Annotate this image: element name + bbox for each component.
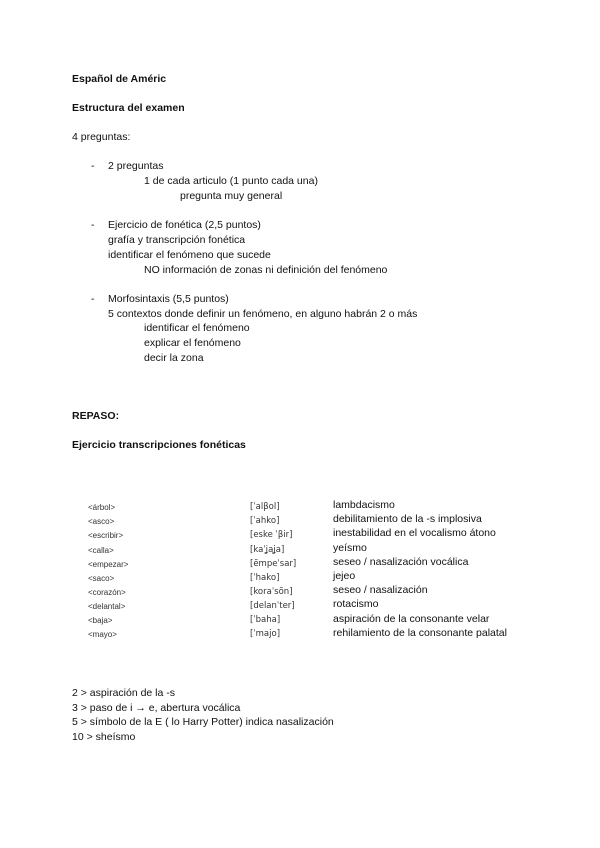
section-subline: pregunta muy general [180, 190, 283, 202]
table-ipa: [delanˈter] [250, 601, 295, 611]
table-phenomenon: seseo / nasalización vocálica [333, 556, 469, 568]
table-phenomenon: seseo / nasalización [333, 584, 428, 596]
table-ipa: [ˈalβol] [250, 502, 280, 512]
intro-text: 4 preguntas: [72, 131, 131, 143]
table-word: <asco> [88, 517, 115, 526]
bullet-dash: - [91, 219, 95, 231]
note-line: 5 > símbolo de la E ( lo Harry Potter) indica nasalización [72, 716, 334, 728]
table-word: <saco> [88, 574, 115, 583]
table-phenomenon: lambdacismo [333, 499, 395, 511]
section-line: grafía y transcripción fonética [108, 234, 246, 246]
note-line: 2 > aspiración de la -s [72, 687, 176, 699]
note-line: 3 > paso de i → e, abertura vocálica [72, 702, 241, 714]
table-word: <baja> [88, 616, 113, 625]
table-ipa: [ˈhako] [250, 573, 280, 583]
table-ipa: [ˈahko] [250, 516, 280, 526]
section-title-estructura: Estructura del examen [72, 102, 185, 114]
section-line: 1 de cada articulo (1 punto cada una) [144, 175, 318, 187]
exercise-title: Ejercicio transcripciones fonéticas [72, 439, 246, 451]
table-ipa: [eske ˈβir] [250, 530, 293, 540]
table-ipa: [koraˈsõn] [250, 587, 293, 597]
document-title: Español de Améric [72, 73, 167, 85]
section-subline: identificar el fenómeno [144, 322, 250, 334]
table-word: <calla> [88, 546, 114, 555]
table-word: <corazón> [88, 588, 126, 597]
section-heading: 2 preguntas [108, 160, 164, 172]
repaso-heading: REPASO: [72, 410, 120, 422]
table-phenomenon: inestabilidad en el vocalismo átono [333, 527, 496, 539]
table-ipa: [ẽmpeˈsar] [250, 559, 297, 569]
table-word: <empezar> [88, 560, 129, 569]
table-word: <delantal> [88, 602, 126, 611]
bullet-dash: - [91, 293, 95, 305]
table-word: <mayo> [88, 630, 117, 639]
table-ipa: [ˈbaha] [250, 615, 281, 625]
table-phenomenon: aspiración de la consonante velar [333, 613, 490, 625]
table-phenomenon: rehilamiento de la consonante palatal [333, 627, 507, 639]
table-phenomenon: debilitamiento de la -s implosiva [333, 513, 482, 525]
note-line: 10 > sheísmo [72, 731, 136, 743]
section-line: identificar el fenómeno que sucede [108, 249, 271, 261]
table-phenomenon: rotacismo [333, 598, 379, 610]
section-heading: Morfosintaxis (5,5 puntos) [108, 293, 229, 305]
section-heading: Ejercicio de fonética (2,5 puntos) [108, 219, 261, 231]
table-phenomenon: yeísmo [333, 542, 367, 554]
section-subline: NO información de zonas ni definición del fenómeno [144, 264, 388, 276]
section-subline: explicar el fenómeno [144, 337, 241, 349]
table-word: <árbol> [88, 503, 116, 512]
table-word: <escribir> [88, 531, 124, 540]
table-ipa: [kaˈʝaʝa] [250, 545, 285, 555]
bullet-dash: - [91, 160, 95, 172]
section-subline: decir la zona [144, 352, 204, 364]
table-phenomenon: jejeo [333, 570, 356, 582]
table-ipa: [ˈmajo] [250, 629, 281, 639]
section-line: 5 contextos donde definir un fenómeno, en alguno habrán 2 o más [108, 308, 418, 320]
